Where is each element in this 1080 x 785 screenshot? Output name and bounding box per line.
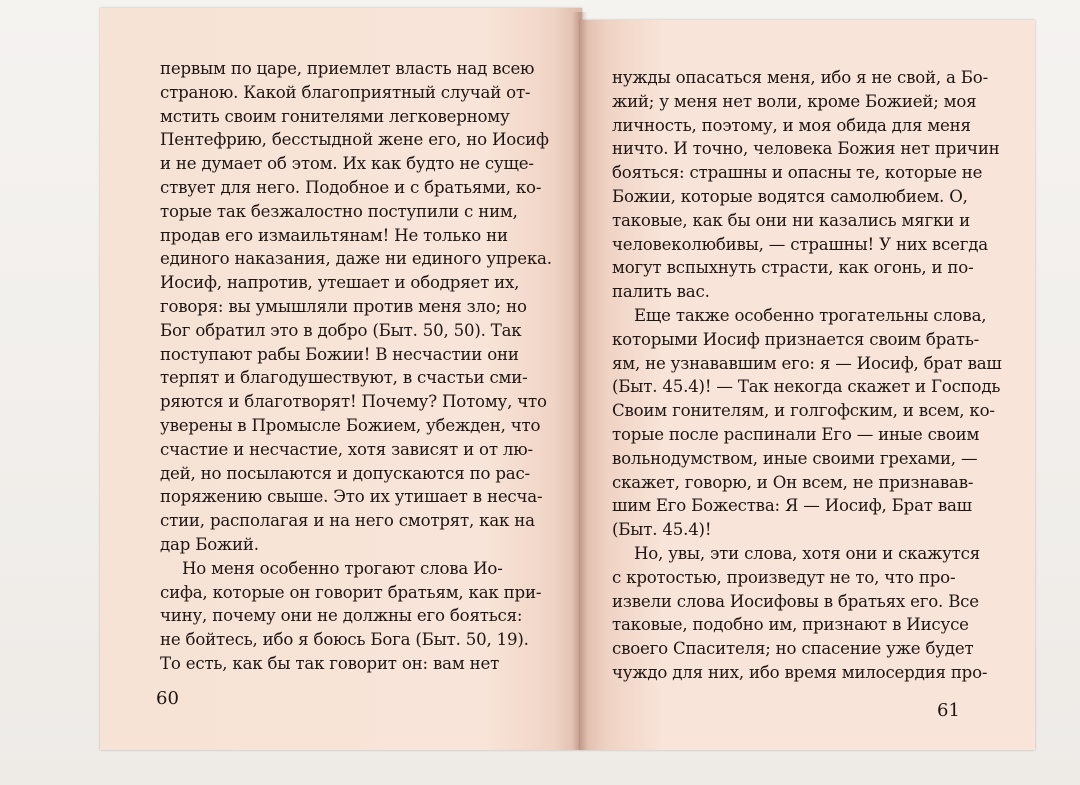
- right-page-number: 61: [937, 700, 960, 721]
- text-line: шим Его Божества: Я — Иосиф, Брат ваш: [612, 496, 972, 516]
- text-line: мстить своим гонителями легковерному: [160, 106, 510, 126]
- text-line: (Быт. 45.4)! — Так некогда скажет и Господь: [612, 377, 1001, 397]
- text-line: Бог обратил это в добро (Быт. 50, 50). Так: [160, 320, 522, 340]
- text-line: торые так безжалостно поступили с ним,: [160, 201, 518, 221]
- text-line: уверены в Промысле Божием, убежден, что: [160, 415, 541, 435]
- text-line: стии, располагая и на него смотрят, как на: [160, 511, 535, 531]
- text-line: бояться: страшны и опасны те, которые не: [612, 163, 983, 183]
- text-line: могут вспыхнуть страсти, как огонь, и по-: [612, 258, 974, 278]
- paragraph-start-line: Но меня особенно трогают слова Ио-: [182, 558, 503, 578]
- text-line: первым по царе, приемлет власть над всею: [160, 59, 535, 78]
- text-line: Иосиф, напротив, утешает и ободряет их,: [160, 273, 520, 293]
- text-line: таковые, подобно им, признают в Иисусе: [612, 615, 969, 635]
- text-line: таковые, как бы они ни казались мягки и: [612, 210, 970, 230]
- text-line: с кротостью, произведут не то, что про-: [612, 567, 956, 587]
- text-line: скажет, говорю, и Он всем, не признавав-: [612, 472, 974, 492]
- text-line: своего Спасителя; но спасение уже будет: [612, 639, 974, 659]
- text-line: человеколюбивы, — страшны! У них всегда: [612, 234, 988, 254]
- text-line: ничто. И точно, человека Божия нет причин: [612, 139, 1000, 159]
- text-line: То есть, как бы так говорит он: вам нет: [160, 653, 500, 673]
- text-line: торые после распинали Его — иные своим: [612, 424, 980, 444]
- text-line: ям, не узнававшим его: я — Иосиф, брат ваш: [612, 353, 1002, 373]
- paragraph-start-line: Но, увы, эти слова, хотя они и скажутся: [634, 543, 981, 563]
- text-line: чуждо для них, ибо время милосердия про-: [612, 662, 988, 682]
- left-page-text: [160, 57, 552, 676]
- paragraph-start-line: Еще также особенно трогательны слова,: [634, 305, 987, 325]
- text-line: поряжению свыше. Это их утишает в несча-: [160, 487, 543, 507]
- text-line: ряются и благотворят! Почему? Потому, что: [160, 392, 547, 412]
- text-line: продав его измаильтянам! Не только ни: [160, 225, 508, 245]
- text-line: и не думает об этом. Их как будто не суще-: [160, 154, 534, 174]
- text-line: личность, поэтому, и моя обида для меня: [612, 115, 971, 135]
- text-line: которыми Иосиф признается своим брать-: [612, 329, 980, 349]
- text-line: ствует для него. Подобное и с братьями, ко-: [160, 177, 542, 197]
- text-line: поступают рабы Божии! В несчастии они: [160, 344, 519, 364]
- text-line: страною. Какой благоприятный случай от-: [160, 82, 531, 102]
- text-line: сифа, которые он говорит братьям, как при-: [160, 582, 542, 602]
- right-page-text: [612, 66, 1002, 685]
- text-line: чину, почему они не должны его бояться:: [160, 606, 523, 626]
- text-line: дей, но посылаются и допускаются по рас-: [160, 463, 530, 483]
- text-line: Своим гонителям, и голгофским, и всем, ко-: [612, 401, 995, 421]
- text-line: палить вас.: [612, 282, 710, 302]
- text-line: единого наказания, даже ни единого упрека.: [160, 249, 552, 269]
- text-line: Пентефрию, бесстыдной жене его, но Иосиф: [160, 130, 549, 150]
- text-line: извели слова Иосифовы в братьях его. Все: [612, 591, 979, 611]
- text-line: (Быт. 45.4)!: [612, 520, 712, 540]
- book-spine: [572, 12, 588, 750]
- left-page-number: 60: [156, 688, 179, 709]
- text-line: не бойтесь, ибо я боюсь Бога (Быт. 50, 19).: [160, 630, 529, 650]
- text-line: говоря: вы умышляли против меня зло; но: [160, 296, 527, 316]
- text-line: нужды опасаться меня, ибо я не свой, а Бо-: [612, 68, 988, 87]
- text-line: вольнодумством, иные своими грехами, —: [612, 448, 978, 468]
- text-line: счастие и несчастие, хотя зависят и от лю-: [160, 439, 533, 459]
- text-line: дар Божий.: [160, 534, 259, 554]
- text-line: жий; у меня нет воли, кроме Божией; моя: [612, 91, 977, 111]
- text-line: терпят и благодушествуют, в счастьи сми-: [160, 368, 528, 388]
- text-line: Божии, которые водятся самолюбием. О,: [612, 186, 968, 206]
